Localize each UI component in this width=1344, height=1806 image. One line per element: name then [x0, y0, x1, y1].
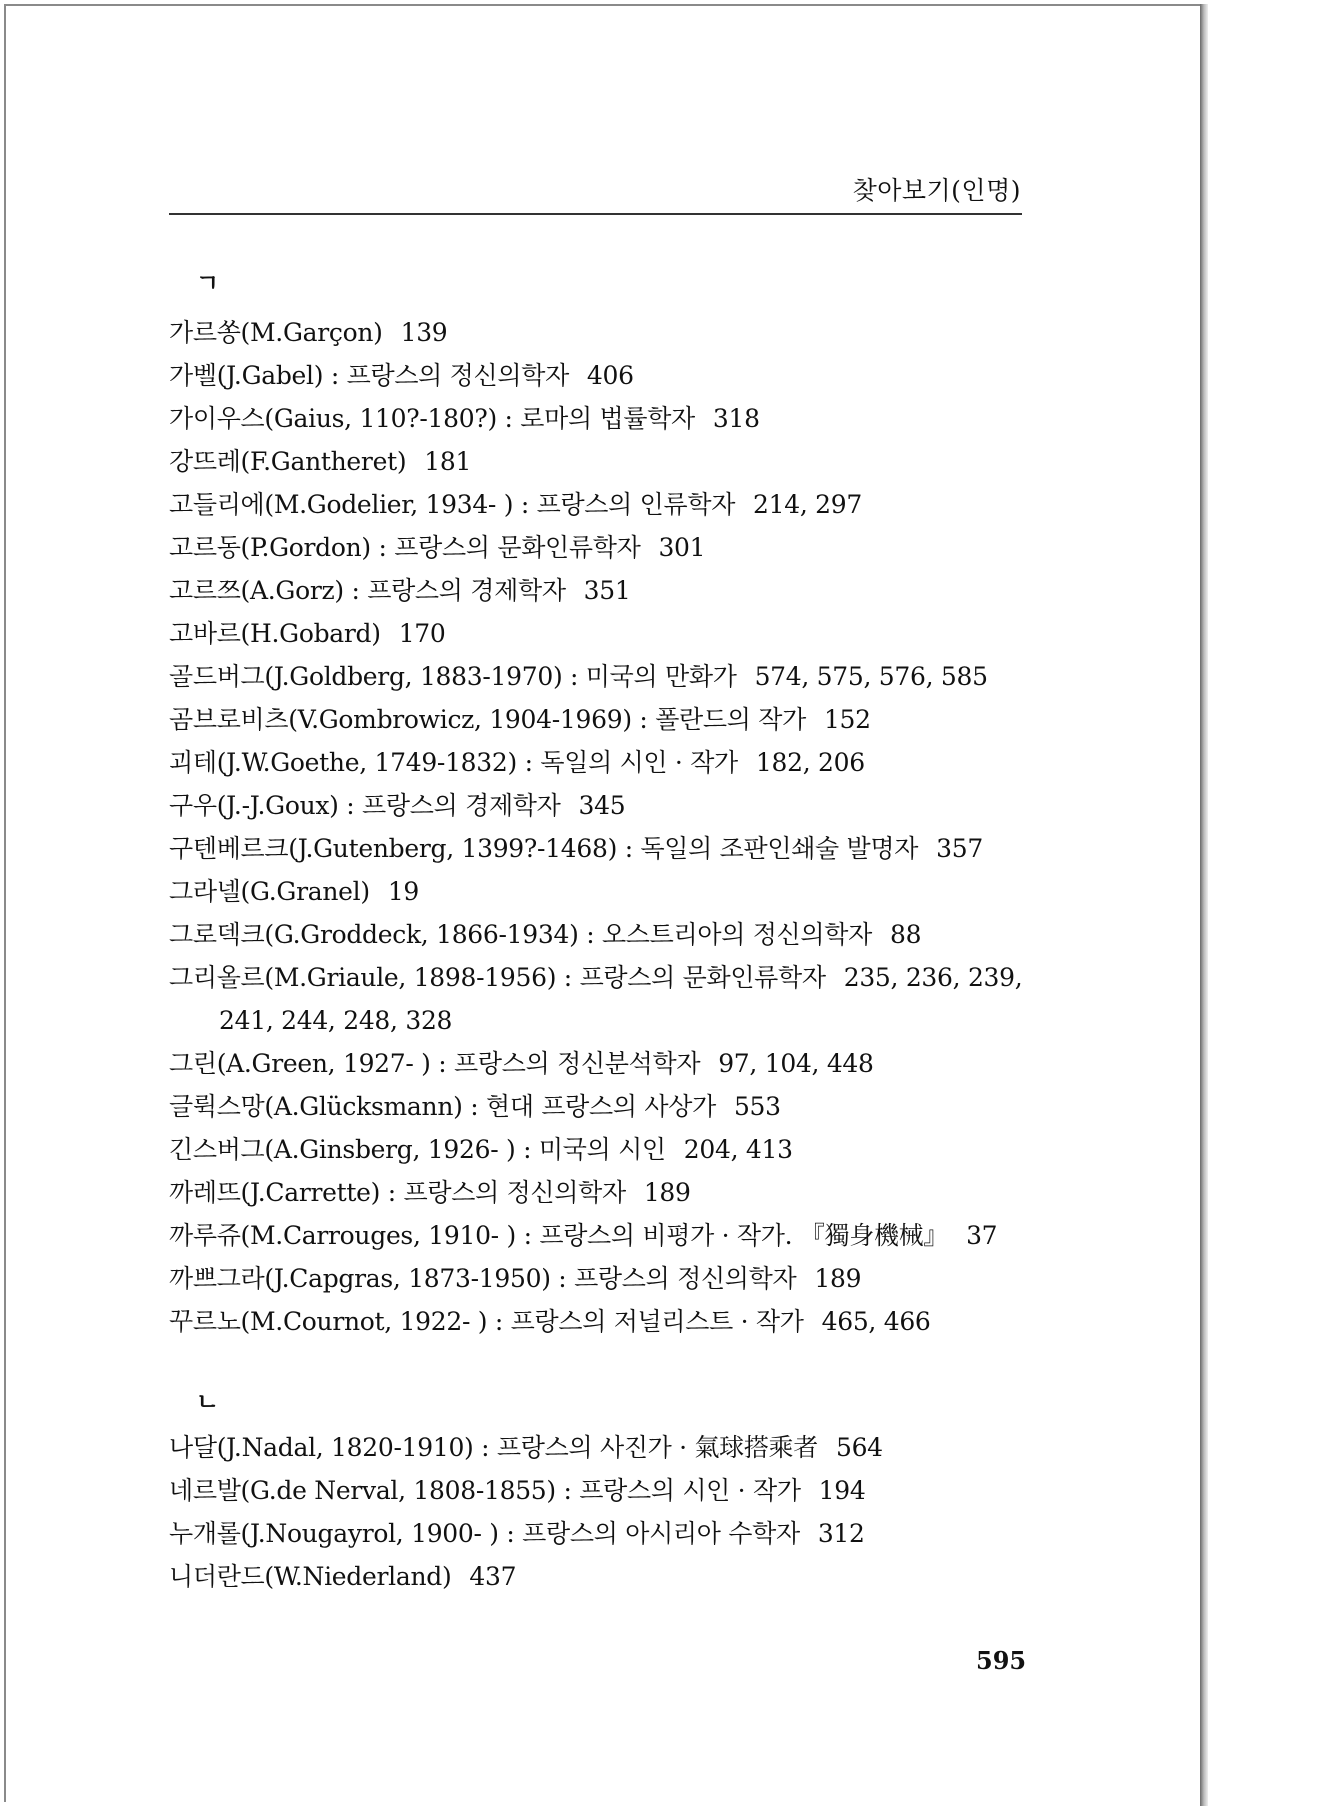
entry-pages: 181 [424, 447, 472, 476]
index-entry [169, 913, 1049, 956]
entry-text: 괴테(J.W.Goethe, 1749-1832) : 독일의 시인 · 작가 [169, 748, 738, 777]
entry-pages: 189 [814, 1264, 862, 1293]
entry-text: 나달(J.Nadal, 1820-1910) : 프랑스의 사진가 · 氣球搭乘者 [169, 1433, 818, 1462]
entry-text: 네르발(G.de Nerval, 1808-1855) : 프랑스의 시인 · 작가 [169, 1476, 801, 1505]
entry-text: 구텐베르크(J.Gutenberg, 1399?-1468) : 독일의 조판인쇄술 발명자 [169, 834, 919, 863]
entry-pages: 182, 206 [755, 748, 865, 777]
index-entry [169, 1512, 1049, 1555]
index-entry [169, 612, 1049, 655]
entry-pages: 88 [889, 920, 922, 949]
index-entry [169, 1469, 1049, 1512]
running-head: 찾아보기(인명) [852, 176, 1021, 205]
entry-text: 고바르(H.Gobard) [169, 619, 381, 648]
entry-text: 골드버그(J.Goldberg, 1883-1970) : 미국의 만화가 [169, 662, 737, 691]
entry-pages: 312 [817, 1519, 865, 1548]
entry-text: 그린(A.Green, 1927- ) : 프랑스의 정신분석학자 [169, 1049, 701, 1078]
book-page [4, 4, 1200, 1802]
entry-pages: 37 [966, 1221, 998, 1250]
index-entry [169, 1300, 1049, 1343]
page-edge-shadow [1200, 4, 1208, 1806]
entry-pages: 235, 236, 239, [843, 963, 1023, 992]
entry-pages: 406 [586, 361, 634, 390]
index-entry [169, 1555, 1049, 1598]
index-entry [169, 311, 1049, 354]
section-letter-nieun: ㄴ [196, 1388, 220, 1416]
entry-text: 니더란드(W.Niederland) [169, 1562, 452, 1591]
entry-pages: 437 [469, 1562, 517, 1591]
entry-pages: 204, 413 [683, 1135, 793, 1164]
entry-text: 긴스버그(A.Ginsberg, 1926- ) : 미국의 시인 [169, 1135, 666, 1164]
index-entry [169, 956, 1049, 1042]
entry-text: 가벨(J.Gabel) : 프랑스의 정신의학자 [169, 361, 569, 390]
entry-text: 그라넬(G.Granel) [169, 877, 370, 906]
entry-pages: 301 [658, 533, 706, 562]
entry-pages: 564 [835, 1433, 883, 1462]
entry-text: 곰브로비츠(V.Gombrowicz, 1904-1969) : 폴란드의 작가 [169, 705, 806, 734]
entry-pages: 152 [823, 705, 871, 734]
entry-pages: 318 [712, 404, 760, 433]
entry-pages: 170 [398, 619, 446, 648]
entry-text: 까루쥬(M.Carrouges, 1910- ) : 프랑스의 비평가 · 작가. 『獨身機械』 [169, 1221, 949, 1250]
page-number: 595 [976, 1646, 1027, 1675]
entry-text: 까레뜨(J.Carrette) : 프랑스의 정신의학자 [169, 1178, 626, 1207]
index-entry [169, 569, 1049, 612]
entry-text: 가르쏭(M.Garçon) [169, 318, 383, 347]
entry-pages: 351 [583, 576, 631, 605]
index-entry [169, 1214, 1049, 1257]
index-entry [169, 1257, 1049, 1300]
entry-pages: 189 [643, 1178, 691, 1207]
entry-text: 꾸르노(M.Cournot, 1922- ) : 프랑스의 저널리스트 · 작가 [169, 1307, 804, 1336]
entry-pages: 465, 466 [821, 1307, 931, 1336]
entry-text: 고들리에(M.Godelier, 1934- ) : 프랑스의 인류학자 [169, 490, 736, 519]
index-entry [169, 1085, 1049, 1128]
index-list-nieun [169, 1426, 1049, 1598]
entry-pages-continued: 241, 244, 248, 328 [219, 1006, 453, 1035]
entry-text: 구우(J.-J.Goux) : 프랑스의 경제학자 [169, 791, 561, 820]
entry-text: 까쁘그라(J.Capgras, 1873-1950) : 프랑스의 정신의학자 [169, 1264, 797, 1293]
index-entry [169, 784, 1049, 827]
entry-text: 고르동(P.Gordon) : 프랑스의 문화인류학자 [169, 533, 641, 562]
index-entry [169, 397, 1049, 440]
entry-text: 누개롤(J.Nougayrol, 1900- ) : 프랑스의 아시리아 수학자 [169, 1519, 800, 1548]
entry-pages: 357 [936, 834, 983, 863]
index-list-giyeok [169, 311, 1049, 1343]
entry-text: 그리올르(M.Griaule, 1898-1956) : 프랑스의 문화인류학자 [169, 963, 826, 992]
entry-pages: 345 [578, 791, 626, 820]
index-entry [169, 1128, 1049, 1171]
entry-text: 고르쯔(A.Gorz) : 프랑스의 경제학자 [169, 576, 566, 605]
index-entry [169, 1426, 1049, 1469]
entry-pages: 19 [387, 877, 420, 906]
index-entry [169, 827, 1049, 870]
index-entry [169, 440, 1049, 483]
entry-pages: 194 [818, 1476, 866, 1505]
index-entry [169, 698, 1049, 741]
entry-text: 그로덱크(G.Groddeck, 1866-1934) : 오스트리아의 정신의학자 [169, 920, 872, 949]
index-entry [169, 1171, 1049, 1214]
entry-pages: 553 [733, 1092, 781, 1121]
entry-text: 강뜨레(F.Gantheret) [169, 447, 407, 476]
entry-pages: 214, 297 [753, 490, 862, 519]
index-entry [169, 526, 1049, 569]
index-entry [169, 483, 1049, 526]
index-entry [169, 741, 1049, 784]
index-entry [169, 354, 1049, 397]
entry-text: 글뤽스망(A.Glücksmann) : 현대 프랑스의 사상가 [169, 1092, 716, 1121]
entry-pages: 574, 575, 576, 585 [754, 662, 988, 691]
index-entry [169, 655, 1049, 698]
index-entry [169, 1042, 1049, 1085]
entry-text: 가이우스(Gaius, 110?-180?) : 로마의 법률학자 [169, 404, 695, 433]
header-rule [169, 213, 1022, 215]
section-letter-giyeok: ㄱ [196, 269, 220, 297]
entry-pages: 139 [400, 318, 448, 347]
index-entry [169, 870, 1049, 913]
entry-pages: 97, 104, 448 [718, 1049, 874, 1078]
